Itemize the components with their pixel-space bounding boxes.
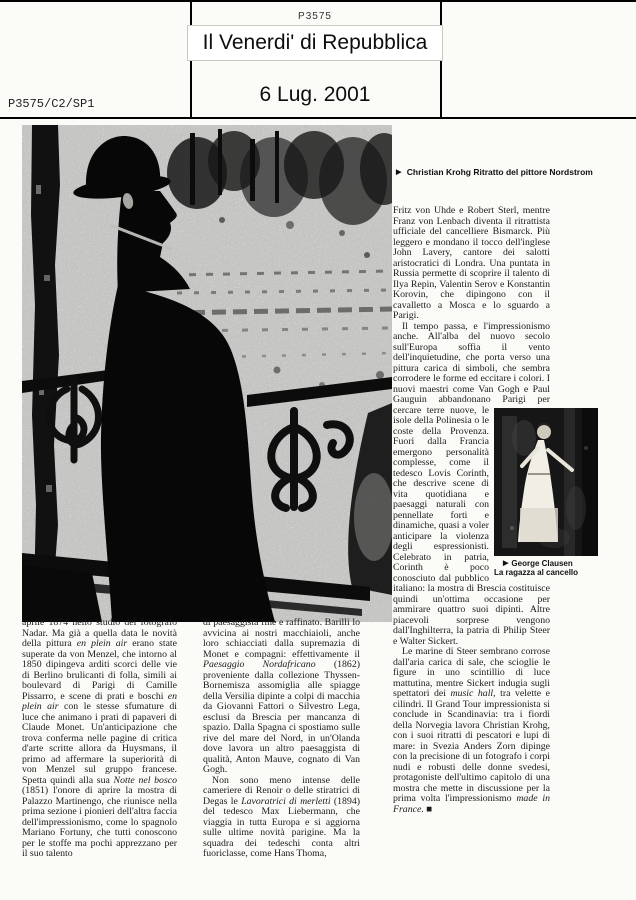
caption-arrow-icon: ▶ bbox=[396, 169, 402, 176]
inset-photo-illustration bbox=[494, 408, 598, 556]
issue-date: 6 Lug. 2001 bbox=[259, 83, 371, 106]
caption-artist: Christian Krohg bbox=[406, 167, 471, 177]
main-photo bbox=[22, 125, 392, 622]
caption-title: La ragazza al cancello bbox=[494, 568, 579, 577]
article-paragraph: Non sono meno intense delle cameriere di Renoir o delle stiratrici di Degas le Lavoratrici di merletti (1894) del tedesco Max Liebermann, che viaggia in tutta Europa e si aggiorna sulle ultime novità parigine. Ma la squadra dei tedeschi conta altri fuoriclasse, come Hans Thoma, bbox=[203, 774, 360, 859]
article-column-left bbox=[22, 618, 177, 860]
main-photo-caption bbox=[396, 167, 632, 178]
article-paragraph: di paesaggista fine e raffinato. Barilli lo avvicina ai nostri macchiaioli, anche loro schiacciati dalla supremazia di Monet e compagni: effettivamente il Paesaggio Nordafricano (1862) proveniente dalla collezione Thyssen-Bornemisza assomiglia alle spiagge della Versilia dipinte a colpi di macchia da Giovanni Fattori o Silvestro Lega, esclusi da Brescia per mancanza di spazio. Dalla Spagna ci spostiamo sulle rive del mare del Nord, in un'Olanda dove lavora un altro paesaggista di qualità, Anton Mauve, cognato di Van Gogh. bbox=[203, 617, 360, 775]
caption-artist: George Clausen bbox=[511, 558, 573, 568]
header-bottom-rule bbox=[0, 117, 636, 119]
inset-photo bbox=[494, 408, 598, 578]
caption-title: Ritratto del pittore Nordstrom bbox=[473, 167, 593, 177]
page-top-rule bbox=[0, 0, 636, 2]
article-paragraph: aprile 1874 nello studio del fotografo Nadar. Ma già a quella data le novità della pittura en plein air erano state superate da von Menzel, che intorno al 1850 dipingeva arditi scorci delle vie di Berlino brulicanti di folla, simili ai boulevard di Parigi di Camille Pissarro, e scene di prati e boschi en plein air con le stesse sfumature di luce che animano i prati di papaveri di Claude Monet. Un'anticipazione che trova conferma nelle pagine di critica d'arte scritte allora da Huysmans, il primo ad affermare la superiorità di von Menzel sul gruppo francese. Spetta quindi alla sua Notte nel bosco (1851) l'onore di aprire la mostra di Palazzo Martinengo, che riunisce nella prima sezione i pionieri dell'altra faccia dell'impressionismo, come lo spagnolo Mariano Fortuny, che tutti conoscono per le stoffe ma pochi apprezzano per il suo talento bbox=[22, 617, 178, 859]
article-column-middle bbox=[203, 618, 360, 860]
article-paragraph: Il tempo passa, e l'impressionismo anche. All'alba del nuovo secolo sull'Europa soffia il vento dell'inquietudine, che porta verso una pittura carica di simboli, che sembra corrodere le forme ed eccitare i colori. I nuovi maestri come Van Gogh e Paul Gauguin abbandonano Parigi ▶ George Clausen La ragazza al cancello per cercare terre nuove, le isole della Polinesia o le coste della Provenza. Fuori dalla Francia emergono personalità complesse, come il tedesco Lovis Corinth, che descrive scene di vita quotidiana e paesaggi naturali con pennellate forti e dinamiche, quasi a voler anticipare la violenza degli espressionisti. Celebrato in patria, Corinth è poco conosciuto dal pubblico italiano: la mostra di Brescia costituisce quindi un'ottima occasione per ammirare quattro suoi dipinti. Altre piacevoli sorprese vengono dall'Inghilterra, la patria di Philip Steer e Walter Sickert. bbox=[393, 322, 550, 648]
press-code-top: P3575 bbox=[298, 11, 332, 22]
article-paragraph: Le marine di Steer sembrano corrose dall'aria carica di sale, che scioglie le figure in uno scintillio di luce mattutina, mentre Sickert indugia sugli spettatori dei music hall, tra velette e cilindri. Il Grand Tour impressionista si conclude in Scandinavia: tra i fiordi della Norvegia lavora Christian Krohg, con i suoi ritratti di pescatori e lupi di mare: in Svezia Anders Zorn dipinge con la precisione di un fotografo i corpi nudi e robusti delle donne svedesi, protagoniste dell'ultimo capitolo di una mostra che mette in discussione per la prima volta l'impressionismo made in France. ■ bbox=[393, 646, 551, 815]
caption-arrow-icon: ▶ bbox=[503, 559, 509, 567]
press-code-left: P3575/C2/SP1 bbox=[8, 97, 95, 111]
publication-title: Il Venerdi' di Repubblica bbox=[187, 25, 443, 61]
article-column-right bbox=[393, 205, 579, 900]
article-paragraph: Fritz von Uhde e Robert Sterl, mentre Franz von Lenbach diventa il ritrattista ufficiale del cancelliere Bismarck. Più leggero e mondano il tocco dell'inglese John Lavery, cantore dei salotti aristocratici di Londra. Una puntata in Russia permette di scoprire il talento di Ilya Repin, Valentin Serov e Konstantin Korovin, che dipingono con il cavalletto a Mosca e lo sguardo a Parigi. bbox=[393, 205, 550, 321]
inset-photo-caption bbox=[494, 559, 598, 578]
main-photo-illustration bbox=[22, 125, 392, 622]
